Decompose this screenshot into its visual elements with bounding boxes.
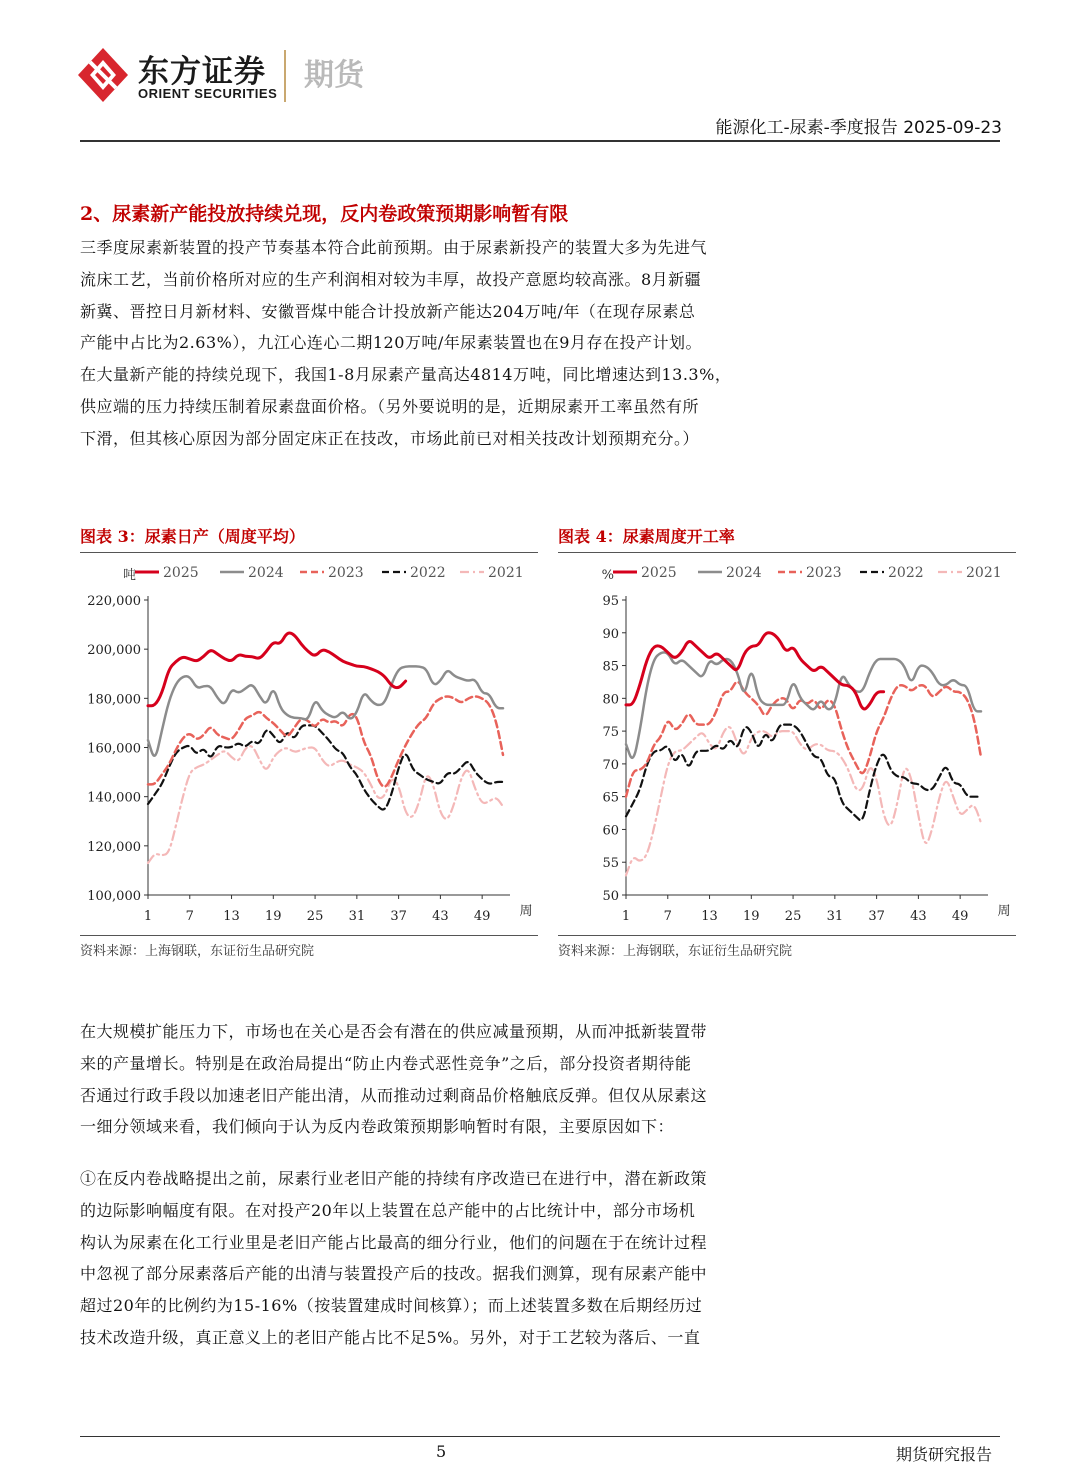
x-tick-label: 13	[223, 909, 240, 924]
legend-label: 2023	[328, 565, 364, 581]
x-tick-label: 13	[701, 909, 718, 924]
logo-division: 期货	[304, 58, 364, 93]
legend-label: 2022	[410, 565, 446, 581]
y-tick-label: 75	[602, 725, 619, 741]
legend-item-2025	[613, 565, 677, 581]
legend-label: 2021	[488, 565, 524, 581]
x-tick-label: 43	[910, 909, 927, 924]
series-line-2024	[626, 652, 981, 757]
y-tick-label: 100,000	[87, 889, 141, 904]
logo-name-en: ORIENT SECURITIES	[138, 86, 278, 101]
legend-item-2025	[135, 565, 199, 581]
y-tick-label: 200,000	[87, 643, 141, 659]
figure3-title: 图表 3：尿素日产（周度平均）	[80, 527, 305, 546]
orient-logo-icon	[76, 46, 130, 104]
paragraph-line: 否通过行政手段以加速老旧产能出清，从而推动过剩商品价格触底反弹。但仅从尿素这	[80, 1085, 708, 1105]
legend-label: 2024	[248, 565, 284, 581]
paragraph-line: 超过20年的比例约为15-16%（按装置建成时间核算）；而上述装置多数在后期经历过	[80, 1296, 703, 1316]
x-tick-label: 19	[743, 909, 760, 924]
logo-divider	[284, 50, 286, 102]
x-tick-label: 31	[348, 909, 366, 924]
paragraph-line: 下滑，但其核心原因为部分固定床正在技改，市场此前已对相关技改计划预期充分。）	[80, 428, 700, 448]
x-tick-label: 19	[265, 909, 282, 924]
paragraph-line: 的边际影响幅度有限。在对投产20年以上装置在总产能中的占比统计中，部分市场机	[80, 1200, 696, 1220]
x-tick-label: 1	[621, 909, 631, 924]
y-tick-label: 55	[602, 856, 619, 872]
x-unit-label: 周	[997, 904, 1011, 919]
figure4-top-rule	[558, 552, 1016, 553]
paragraph-policy	[80, 1016, 800, 1143]
x-tick-label: 31	[826, 909, 844, 924]
legend-label: 2022	[888, 565, 924, 581]
y-tick-label: 65	[602, 790, 619, 806]
orient-securities-logo	[76, 46, 376, 110]
x-tick-label: 1	[143, 909, 153, 924]
figure3-chart	[80, 556, 538, 932]
figure4-source: 资料来源：上海钢联，东证衍生品研究院	[558, 944, 793, 959]
x-tick-label: 7	[185, 909, 194, 924]
x-tick-label: 37	[390, 909, 407, 924]
y-unit-label: 吨	[122, 568, 136, 583]
y-tick-label: 180,000	[87, 692, 141, 708]
x-tick-label: 25	[784, 909, 802, 924]
y-tick-label: 120,000	[87, 839, 141, 855]
paragraph-reason-1	[80, 1163, 800, 1354]
paragraph-line: ①在反内卷战略提出之前，尿素行业老旧产能的持续有序改造已在进行中，潜在新政策	[80, 1169, 708, 1188]
paragraph-line: 产能中占比为2.63%），九江心连心二期120万吨/年尿素装置也在9月存在投产计划。	[80, 333, 702, 353]
x-unit-label: 周	[519, 904, 533, 919]
paragraph-line: 一细分领域来看，我们倾向于认为反内卷政策预期影响暂时有限，主要原因如下：	[80, 1117, 675, 1137]
y-unit-label: %	[601, 568, 614, 583]
legend-item-2021	[460, 565, 524, 581]
paragraph-supply	[80, 232, 800, 455]
y-tick-label: 60	[602, 823, 619, 839]
legend-item-2023	[778, 565, 842, 581]
x-tick-label: 43	[432, 909, 449, 924]
y-tick-label: 220,000	[87, 594, 141, 609]
paragraph-line: 新冀、晋控日月新材料、安徽晋煤中能合计投放新产能达204万吨/年（在现存尿素总	[80, 301, 696, 321]
paragraph-line: 流床工艺，当前价格所对应的生产利润相对较为丰厚，故投产意愿均较高涨。8月新疆	[80, 269, 702, 289]
figure4-bottom-rule	[558, 935, 1016, 936]
header-divider	[80, 140, 1000, 142]
legend-label: 2025	[641, 565, 677, 581]
legend-label: 2024	[726, 565, 762, 581]
y-tick-label: 90	[602, 626, 619, 642]
paragraph-line: 中忽视了部分尿素落后产能的出清与装置投产后的技改。据我们测算，现有尿素产能中	[80, 1264, 708, 1284]
footer-divider	[80, 1436, 1000, 1437]
x-tick-label: 49	[951, 909, 969, 924]
legend-label: 2025	[163, 565, 199, 581]
paragraph-line: 在大规模扩能压力下，市场也在关心是否会有潜在的供应减量预期，从而冲抵新装置带	[80, 1022, 708, 1041]
legend-label: 2023	[806, 565, 842, 581]
legend-item-2022	[382, 565, 446, 581]
legend-item-2021	[938, 565, 1002, 581]
legend-item-2024	[220, 565, 284, 581]
paragraph-line: 在大量新产能的持续兑现下，我国1-8月尿素产量高达4814万吨，同比增速达到13.3%，	[80, 365, 732, 385]
figure3-source: 资料来源：上海钢联，东证衍生品研究院	[80, 944, 315, 959]
x-tick-label: 25	[306, 909, 324, 924]
paragraph-line: 供应端的压力持续压制着尿素盘面价格。（另外要说明的是，近期尿素开工率虽然有所	[80, 396, 700, 416]
report-header-title: 能源化工-尿素-季度报告 2025-09-23	[715, 118, 1002, 138]
paragraph-line: 来的产量增长。特别是在政治局提出“防止内卷式恶性竞争”之后，部分投资者期待能	[80, 1053, 692, 1073]
series-line-2022	[626, 725, 981, 821]
legend-item-2023	[300, 565, 364, 581]
legend-label: 2021	[966, 565, 1002, 581]
series-line-2024	[148, 666, 503, 755]
series-line-2025	[626, 633, 884, 709]
logo-name-cn: 东方证券	[138, 54, 266, 90]
y-tick-label: 80	[602, 692, 619, 708]
y-tick-label: 140,000	[87, 790, 141, 806]
x-tick-label: 7	[663, 909, 672, 924]
series-line-2021	[148, 746, 503, 863]
paragraph-line: 技术改造升级，真正意义上的老旧产能占比不足5%。另外，对于工艺较为落后、一直	[80, 1327, 701, 1347]
figure4-chart	[558, 556, 1016, 932]
y-tick-label: 70	[602, 757, 619, 773]
legend-item-2024	[698, 565, 762, 581]
figure4-title: 图表 4：尿素周度开工率	[558, 527, 735, 546]
figure3-top-rule	[80, 552, 538, 553]
figure3-bottom-rule	[80, 935, 538, 936]
footer-label: 期货研究报告	[895, 1445, 992, 1464]
series-line-2021	[626, 727, 981, 875]
x-tick-label: 49	[473, 909, 491, 924]
x-tick-label: 37	[868, 909, 885, 924]
paragraph-line: 三季度尿素新装置的投产节奏基本符合此前预期。由于尿素新投产的装置大多为先进气	[80, 238, 708, 257]
y-tick-label: 85	[602, 659, 619, 675]
legend-item-2022	[860, 565, 924, 581]
y-tick-label: 160,000	[87, 741, 141, 757]
paragraph-line: 构认为尿素在化工行业里是老旧产能占比最高的细分行业，他们的问题在于在统计过程	[80, 1232, 708, 1252]
y-tick-label: 50	[602, 889, 619, 904]
section-heading: 2、尿素新产能投放持续兑现，反内卷政策预期影响暂有限	[80, 203, 569, 225]
page-number: 5	[436, 1442, 447, 1461]
y-tick-label: 95	[602, 594, 619, 609]
